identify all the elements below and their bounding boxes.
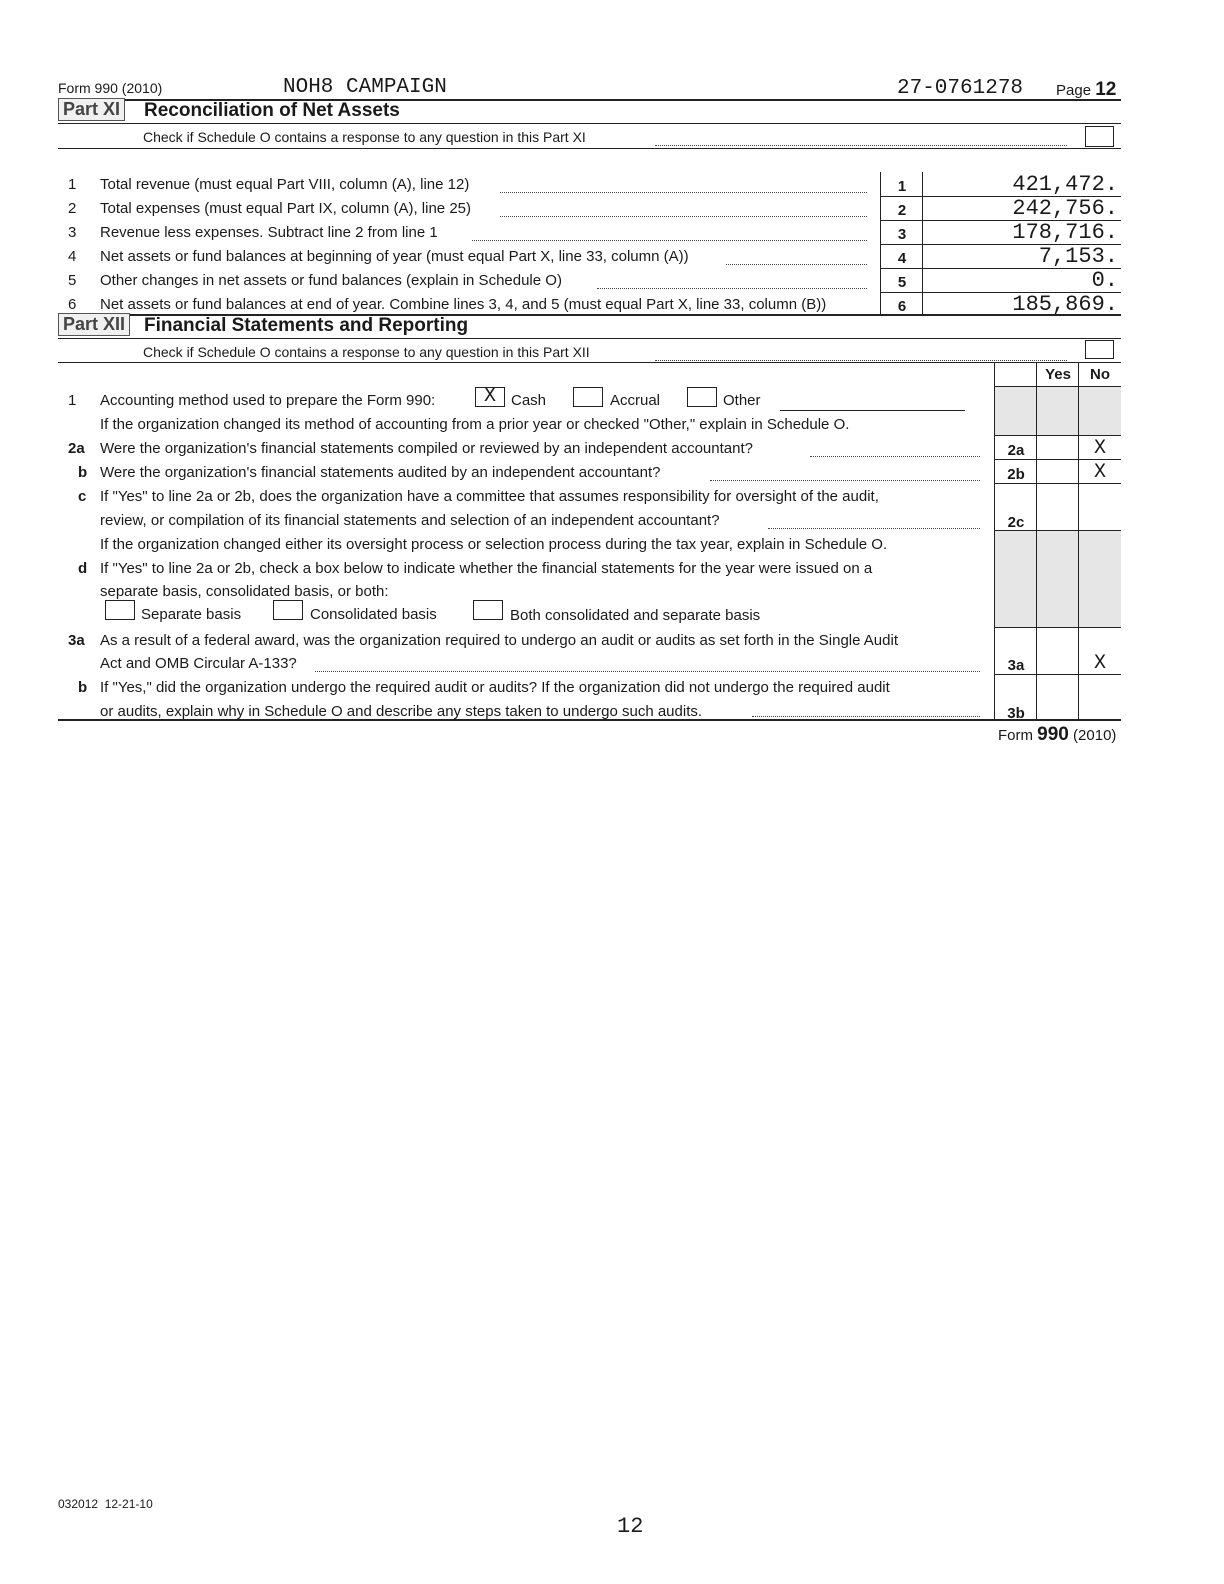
line-number: 3 bbox=[68, 224, 77, 241]
dot-leader bbox=[655, 145, 1067, 146]
col-no-header: No bbox=[1090, 366, 1110, 383]
line-text: If "Yes" to line 2a or 2b, check a box below to indicate whether the financial statements for the year were issued on a bbox=[100, 560, 873, 577]
separate-basis-checkbox[interactable] bbox=[105, 600, 135, 620]
row-rule bbox=[994, 530, 1121, 531]
row-rule bbox=[880, 292, 1121, 293]
line-text: Other changes in net assets or fund balances (explain in Schedule O) bbox=[100, 272, 562, 289]
line-text-cont: review, or compilation of its financial statements and selection of an independent accountant? bbox=[100, 512, 720, 529]
form-number: 990 bbox=[1037, 724, 1069, 745]
line-ref: 3a bbox=[1007, 657, 1025, 674]
part-xi-check-rule bbox=[58, 148, 1121, 149]
line-text: Were the organization's financial statements compiled or reviewed by an independent accountant? bbox=[100, 440, 753, 457]
line-text: Net assets or fund balances at end of year. Combine lines 3, 4, and 5 (must equal Part X, line 33, column (B)) bbox=[100, 296, 827, 313]
part-xii-label: Part XII bbox=[58, 313, 130, 336]
line-number: b bbox=[78, 679, 88, 696]
line-text-cont: separate basis, consolidated basis, or both: bbox=[100, 583, 389, 600]
line-text: If "Yes" to line 2a or 2b, does the organization have a committee that assumes responsibility for oversight of the audit, bbox=[100, 488, 879, 505]
line-text: Total revenue (must equal Part VIII, column (A), line 12) bbox=[100, 176, 470, 193]
line-ref: 3 bbox=[897, 226, 907, 243]
line-ref: 1 bbox=[897, 178, 907, 195]
line-ref: 2c bbox=[1007, 514, 1025, 531]
line-value[interactable]: 421,472. bbox=[1012, 172, 1118, 197]
row-rule bbox=[994, 459, 1121, 460]
line-text: Net assets or fund balances at beginning of year (must equal Part X, line 33, column (A)) bbox=[100, 248, 689, 265]
line-number: c bbox=[78, 488, 87, 505]
line-number: 2a bbox=[68, 440, 85, 457]
no-column-left bbox=[1078, 531, 1079, 627]
row-rule bbox=[994, 674, 1121, 675]
line-value[interactable]: 185,869. bbox=[1012, 292, 1118, 317]
part-xii-title: Financial Statements and Reporting bbox=[144, 315, 469, 336]
part-xi-label: Part XI bbox=[58, 98, 125, 121]
line-number: b bbox=[78, 464, 88, 481]
page-word: Page bbox=[1056, 82, 1092, 99]
dot-leader bbox=[810, 456, 980, 457]
part-xii-title-rule bbox=[58, 338, 1121, 339]
line-text: As a result of a federal award, was the organization required to undergo an audit or audits as set forth in the Single Audit bbox=[100, 632, 898, 649]
page-num: 12 bbox=[1095, 79, 1117, 100]
line-text: Revenue less expenses. Subtract line 2 from line 1 bbox=[100, 224, 438, 241]
row-rule bbox=[880, 244, 1121, 245]
row-rule bbox=[880, 196, 1121, 197]
dot-leader bbox=[726, 264, 867, 265]
line-value[interactable]: 242,756. bbox=[1012, 196, 1118, 221]
line-text-cont: Act and OMB Circular A-133? bbox=[100, 655, 297, 672]
dot-leader bbox=[710, 480, 980, 481]
dot-leader bbox=[315, 671, 980, 672]
line-ref: 2a bbox=[1007, 442, 1025, 459]
dot-leader bbox=[597, 288, 867, 289]
form-code: 032012 12-21-10 bbox=[58, 1497, 153, 1511]
line-ref: 6 bbox=[897, 298, 907, 315]
both-basis-checkbox[interactable] bbox=[473, 600, 503, 620]
part-xii-schedule-o-checkbox[interactable] bbox=[1085, 340, 1114, 359]
part-xi-title: Reconciliation of Net Assets bbox=[144, 100, 400, 121]
form-footer bbox=[998, 724, 1116, 746]
line-text: Accounting method used to prepare the Form 990: bbox=[100, 392, 436, 409]
line-number: 3a bbox=[68, 632, 85, 649]
accrual-checkbox[interactable] bbox=[573, 387, 603, 407]
org-name: NOH8 CAMPAIGN bbox=[283, 76, 447, 99]
line-ref: 4 bbox=[897, 250, 907, 267]
dot-leader bbox=[752, 716, 980, 717]
dot-leader bbox=[500, 192, 867, 193]
form-year: (2010) bbox=[1073, 727, 1117, 744]
row-rule bbox=[880, 268, 1121, 269]
line-number: d bbox=[78, 560, 88, 577]
line-number: 1 bbox=[68, 176, 77, 193]
cash-checkbox[interactable] bbox=[475, 387, 505, 407]
row-rule bbox=[880, 220, 1121, 221]
dot-leader bbox=[768, 528, 980, 529]
line-note: If the organization changed its method of accounting from a prior year or checked "Other," explain in Schedule O. bbox=[100, 416, 850, 433]
line-2a-no-answer[interactable]: X bbox=[1093, 437, 1106, 460]
shaded-cell bbox=[995, 531, 1121, 627]
col-yes-header: Yes bbox=[1045, 366, 1071, 383]
row-rule bbox=[994, 483, 1121, 484]
line-value[interactable]: 178,716. bbox=[1012, 220, 1118, 245]
part-xi-title-rule bbox=[58, 123, 1121, 124]
separate-basis-label: Separate basis bbox=[141, 606, 242, 623]
dot-leader bbox=[655, 360, 1067, 361]
dot-leader bbox=[500, 216, 867, 217]
line-number: 1 bbox=[68, 392, 77, 409]
line-2b-no-answer[interactable]: X bbox=[1093, 461, 1106, 484]
shaded-cell bbox=[995, 387, 1121, 435]
yes-column-left bbox=[1036, 531, 1037, 627]
line-number: 5 bbox=[68, 272, 77, 289]
form-label: Form 990 (2010) bbox=[58, 80, 163, 96]
consolidated-basis-checkbox[interactable] bbox=[273, 600, 303, 620]
part-xii-bottom-rule bbox=[58, 719, 1121, 721]
row-rule bbox=[994, 627, 1121, 628]
consolidated-basis-label: Consolidated basis bbox=[310, 606, 437, 623]
row-rule bbox=[994, 435, 1121, 436]
line-text: Were the organization's financial statements audited by an independent accountant? bbox=[100, 464, 661, 481]
line-text-cont: or audits, explain why in Schedule O and describe any steps taken to undergo such audits. bbox=[100, 703, 703, 720]
line-ref: 3b bbox=[1007, 705, 1025, 722]
line-text: If "Yes," did the organization undergo the required audit or audits? If the organization did not undergo the required audit bbox=[100, 679, 890, 696]
line-value[interactable]: 7,153. bbox=[1038, 244, 1118, 269]
part-xii-check-rule bbox=[58, 362, 1121, 363]
line-3a-no-answer[interactable]: X bbox=[1093, 652, 1106, 675]
part-xi-schedule-o-checkbox[interactable] bbox=[1085, 126, 1114, 147]
line-number: 6 bbox=[68, 296, 77, 313]
yes-column-left bbox=[1036, 387, 1037, 435]
page-number: 12 bbox=[617, 1514, 644, 1539]
form-word: Form bbox=[998, 727, 1033, 744]
cash-check-mark: X bbox=[483, 385, 496, 408]
ein: 27-0761278 bbox=[897, 77, 1024, 100]
cash-label: Cash bbox=[511, 392, 547, 409]
line-number: 4 bbox=[68, 248, 77, 265]
other-label: Other bbox=[723, 392, 761, 409]
part-xii-schedule-o-check: Check if Schedule O contains a response to any question in this Part XII bbox=[143, 344, 590, 360]
both-basis-label: Both consolidated and separate basis bbox=[510, 607, 761, 624]
line-text: Total expenses (must equal Part IX, column (A), line 25) bbox=[100, 200, 472, 217]
other-checkbox[interactable] bbox=[687, 387, 717, 407]
accrual-label: Accrual bbox=[610, 392, 661, 409]
dot-leader bbox=[472, 240, 867, 241]
page-indicator bbox=[1056, 79, 1116, 101]
line-note: If the organization changed either its oversight process or selection process during the tax year, explain in Schedule O. bbox=[100, 536, 888, 553]
line-ref: 2b bbox=[1007, 466, 1025, 483]
no-column-left bbox=[1078, 387, 1079, 435]
other-explain-field[interactable] bbox=[780, 410, 965, 411]
line-ref: 5 bbox=[897, 274, 907, 291]
part-xi-schedule-o-check: Check if Schedule O contains a response to any question in this Part XI bbox=[143, 129, 586, 145]
line-number: 2 bbox=[68, 200, 77, 217]
line-value[interactable]: 0. bbox=[1091, 268, 1118, 293]
line-ref: 2 bbox=[897, 202, 907, 219]
